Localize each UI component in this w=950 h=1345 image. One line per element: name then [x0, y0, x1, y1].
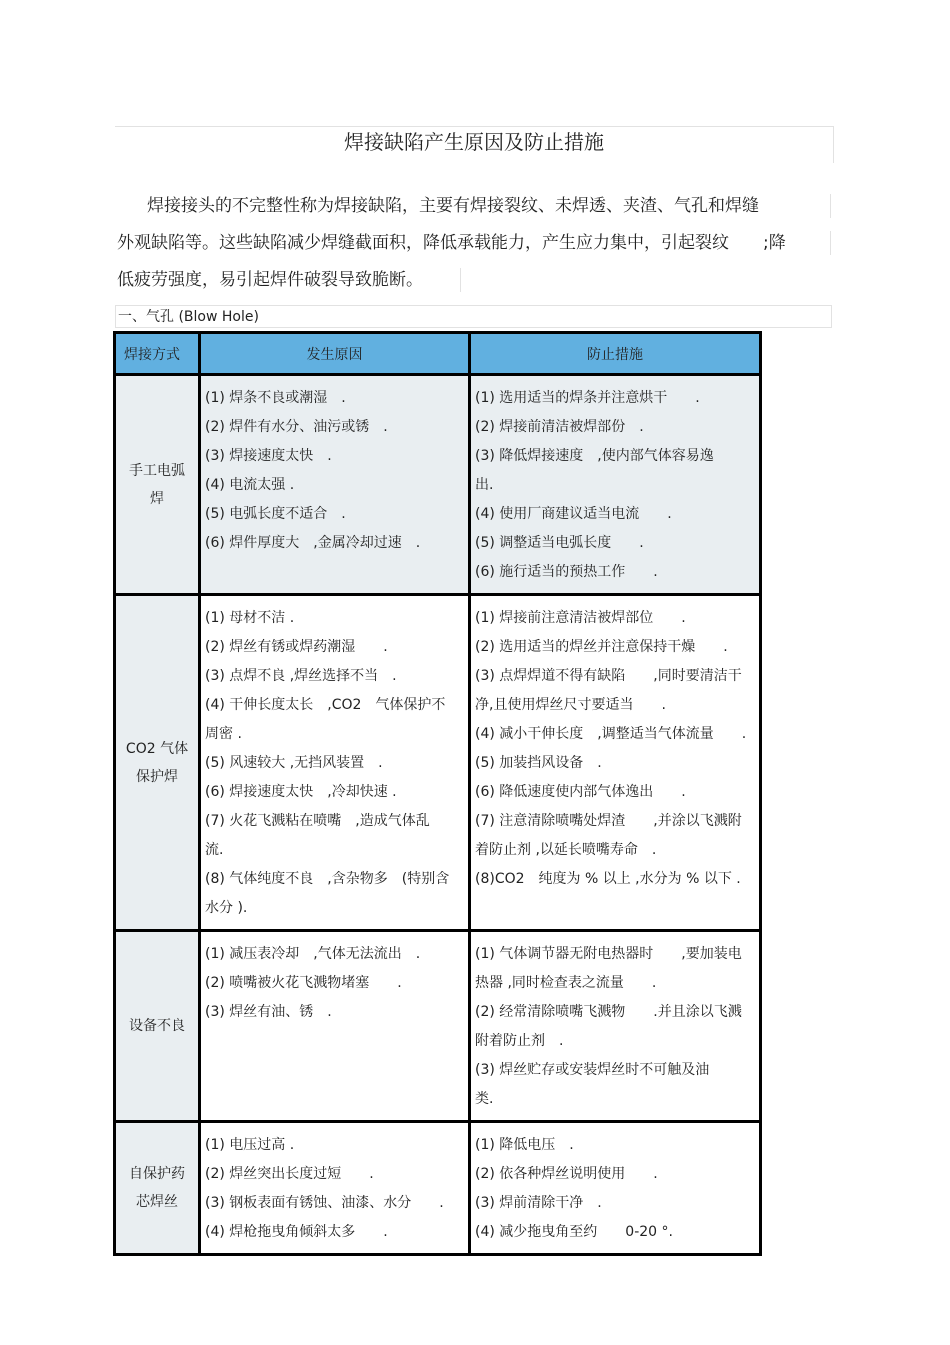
cause-item: (1) 电压过高 . [205, 1137, 295, 1153]
mode-line: 焊 [150, 490, 164, 507]
measure-item: 着防止剂 ,以延长喷嘴寿命 . [475, 842, 657, 858]
document-title: 焊接缺陷产生原因及防止措施 [344, 130, 604, 154]
cause-item: (5) 电弧长度不适合 . [205, 506, 346, 522]
table-row [116, 596, 762, 932]
cause-item: (2) 喷嘴被火花飞溅物堵塞 . [205, 975, 402, 991]
section-heading: 一、气孔 (Blow Hole) [115, 305, 832, 328]
table-row [116, 1123, 762, 1256]
mode-line: CO2 气体 [125, 740, 189, 757]
mode-cell [116, 932, 201, 1123]
measure-item: (3) 点焊焊道不得有缺陷 ,同时要清洁干 [475, 668, 742, 684]
measure-cell [471, 932, 762, 1123]
measure-item: (1) 焊接前注意清洁被焊部位 . [475, 610, 686, 626]
measure-item: 出. [475, 477, 494, 493]
table-row [116, 932, 762, 1123]
cause-item: (3) 钢板表面有锈蚀、油漆、水分 . [205, 1195, 444, 1211]
measure-item: (6) 施行适当的预热工作 . [475, 564, 658, 580]
cause-item: (7) 火花飞溅粘在喷嘴 ,造成气体乱 [205, 813, 430, 829]
measure-cell [471, 1123, 762, 1256]
cause-cell [201, 932, 471, 1123]
cause-item: 周密 . [205, 726, 242, 742]
table-header-row [116, 334, 762, 376]
mode-cell [116, 596, 201, 932]
measure-item: (5) 加装挡风设备 . [475, 755, 602, 771]
measure-item: (1) 气体调节器无附电热器时 ,要加装电 [475, 946, 742, 962]
table-row [116, 376, 762, 596]
mode-line: 手工电弧 [129, 462, 185, 479]
mode-line: 设备不良 [129, 1018, 185, 1034]
cause-item: (4) 电流太强 . [205, 477, 295, 493]
title-box [115, 126, 834, 163]
measure-item: (2) 依各种焊丝说明使用 . [475, 1166, 658, 1182]
intro-paragraph [117, 188, 833, 299]
measure-item: (2) 焊接前清洁被焊部份 . [475, 419, 644, 435]
mode-line: 芯焊丝 [136, 1194, 178, 1210]
header-cell: 焊接方式 [116, 334, 201, 376]
intro-line: 外观缺陷等。这些缺陷减少焊缝截面积，降低承载能力，产生应力集中，引起裂纹 ;降 [117, 233, 786, 253]
defect-table [113, 331, 762, 1256]
header-cell: 防止措施 [471, 334, 762, 376]
measure-item: 净,且使用焊丝尺寸要适当 . [475, 697, 666, 713]
cause-item: (3) 焊丝有油、锈 . [205, 1004, 332, 1020]
measure-item: (8)CO2 纯度为 % 以上 ,水分为 % 以下 . [475, 871, 741, 887]
measure-item: (1) 降低电压 . [475, 1137, 574, 1153]
measure-item: (6) 降低速度使内部气体逸出 . [475, 784, 686, 800]
measure-item: (5) 调整适当电弧长度 . [475, 535, 644, 551]
intro-rule [830, 194, 831, 218]
cause-item: (4) 焊枪拖曳角倾斜太多 . [205, 1224, 388, 1240]
intro-rule [830, 231, 831, 255]
cause-item: (2) 焊件有水分、油污或锈 . [205, 419, 388, 435]
measure-item: (1) 选用适当的焊条并注意烘干 . [475, 390, 700, 406]
measure-item: (7) 注意清除喷嘴处焊渣 ,并涂以飞溅附 [475, 813, 742, 829]
measure-item: (3) 焊丝贮存或安装焊丝时不可触及油 [475, 1062, 710, 1078]
cause-item: (2) 焊丝有锈或焊药潮湿 . [205, 639, 388, 655]
cause-item: (8) 气体纯度不良 ,含杂物多 (特别含 [205, 871, 450, 887]
measure-cell [471, 376, 762, 596]
cause-cell [201, 376, 471, 596]
cause-item: (6) 焊接速度太快 ,冷却快速 . [205, 784, 397, 800]
cause-item: (1) 焊条不良或潮湿 . [205, 390, 346, 406]
intro-rule [460, 268, 461, 292]
cause-item: (4) 干伸长度太长 ,CO2 气体保护不 [205, 697, 446, 713]
mode-cell [116, 1123, 201, 1256]
measure-item: (4) 减小干伸长度 ,调整适当气体流量 . [475, 726, 747, 742]
mode-line: 自保护药 [129, 1166, 185, 1182]
measure-item: (3) 焊前清除干净 . [475, 1195, 602, 1211]
measure-item: 热器 ,同时检查表之流量 . [475, 975, 657, 991]
measure-item: (2) 经常清除喷嘴飞溅物 .并且涂以飞溅 [475, 1004, 742, 1020]
cause-item: (1) 减压表冷却 ,气体无法流出 . [205, 946, 421, 962]
cause-item: 水分 ). [205, 900, 248, 916]
measure-item: (2) 选用适当的焊丝并注意保持干燥 . [475, 639, 728, 655]
cause-item: (3) 点焊不良 ,焊丝选择不当 . [205, 668, 397, 684]
intro-line: 低疲劳强度，易引起焊件破裂导致脆断。 [117, 270, 423, 290]
cause-item: (5) 风速较大 ,无挡风装置 . [205, 755, 383, 771]
cause-item: (3) 焊接速度太快 . [205, 448, 332, 464]
cause-item: (2) 焊丝突出长度过短 . [205, 1166, 374, 1182]
cause-cell [201, 1123, 471, 1256]
cause-cell [201, 596, 471, 932]
cause-item: (1) 母材不洁 . [205, 610, 295, 626]
cause-item: 流. [205, 842, 224, 858]
measure-cell [471, 596, 762, 932]
measure-item: (4) 使用厂商建议适当电流 . [475, 506, 672, 522]
measure-item: 附着防止剂 . [475, 1033, 564, 1049]
intro-line: 焊接接头的不完整性称为焊接缺陷，主要有焊接裂纹、未焊透、夹渣、气孔和焊缝 [147, 196, 759, 216]
mode-cell [116, 376, 201, 596]
cause-item: (6) 焊件厚度大 ,金属冷却过速 . [205, 535, 421, 551]
measure-item: (3) 降低焊接速度 ,使内部气体容易逸 [475, 448, 714, 464]
header-cell: 发生原因 [201, 334, 471, 376]
mode-line: 保护焊 [136, 768, 178, 785]
measure-item: (4) 减少拖曳角至约 0-20 °. [475, 1224, 673, 1240]
measure-item: 类. [475, 1091, 494, 1107]
